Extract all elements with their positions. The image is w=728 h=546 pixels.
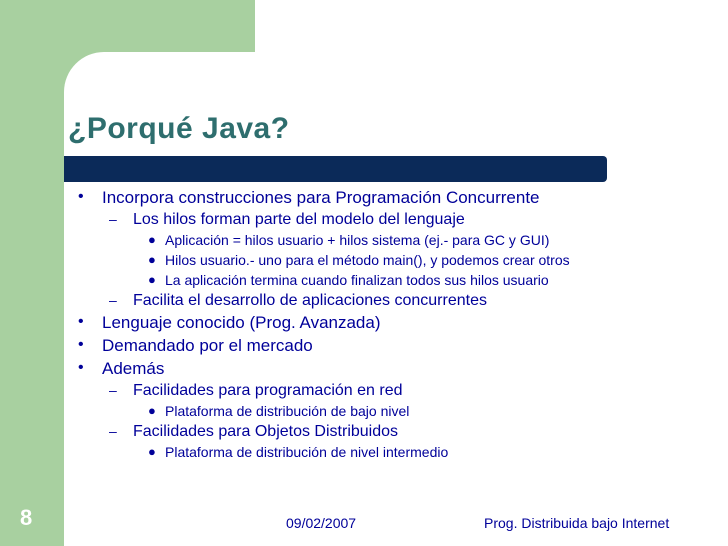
bullet-item	[78, 336, 678, 359]
sub-item	[78, 423, 678, 444]
sub-sub-item	[78, 403, 678, 423]
slide-title: ¿Porqué Java?	[68, 112, 290, 145]
sub-item	[78, 292, 678, 313]
sub-item	[78, 211, 678, 232]
dot-icon: ●	[148, 444, 156, 459]
sub-sub-item-text: Hilos usuario.- uno para el método main(), y podemos crear otros	[165, 252, 570, 268]
bullet-text: Incorpora construcciones para Programación Concurrente	[102, 188, 540, 207]
dash-icon: –	[109, 292, 117, 308]
bullet-item	[78, 313, 678, 336]
footer-title: Prog. Distribuida bajo Internet	[484, 515, 670, 531]
bullet-icon: •	[78, 313, 84, 330]
sub-item-text: Facilidades para Objetos Distribuidos	[133, 423, 399, 440]
sub-sub-item	[78, 272, 678, 292]
footer-date: 09/02/2007	[286, 515, 357, 531]
dot-icon: ●	[148, 232, 156, 247]
sub-item-text: Los hilos forman parte del modelo del lenguaje	[133, 211, 465, 228]
sub-item-text: Facilita el desarrollo de aplicaciones concurrentes	[133, 292, 487, 309]
slide-content	[78, 188, 678, 464]
sub-sub-item	[78, 444, 678, 464]
bullet-item	[78, 359, 678, 382]
bullet-icon: •	[78, 336, 84, 353]
slide-number: 8	[20, 505, 33, 530]
title-divider-bar	[64, 156, 607, 182]
dash-icon: –	[109, 211, 117, 227]
sub-sub-item	[78, 232, 678, 252]
dot-icon: ●	[148, 252, 156, 267]
sub-sub-item-text: Plataforma de distribución de bajo nivel	[165, 403, 410, 419]
sub-sub-item-text: Plataforma de distribución de nivel intermedio	[165, 444, 449, 460]
bullet-text: Además	[102, 359, 165, 378]
dash-icon: –	[109, 382, 117, 398]
sub-item	[78, 382, 678, 403]
sub-sub-item	[78, 252, 678, 272]
dot-icon: ●	[148, 403, 156, 418]
sub-item-text: Facilidades para programación en red	[133, 382, 403, 399]
bullet-icon: •	[78, 359, 84, 376]
bullet-icon: •	[78, 188, 84, 205]
sub-sub-item-text: Aplicación = hilos usuario + hilos sistema (ej.- para GC y GUI)	[165, 232, 550, 248]
bullet-text: Lenguaje conocido (Prog. Avanzada)	[102, 313, 381, 332]
bullet-item	[78, 188, 678, 211]
sub-sub-item-text: La aplicación termina cuando finalizan todos sus hilos usuario	[165, 272, 549, 288]
bullet-text: Demandado por el mercado	[102, 336, 313, 355]
dash-icon: –	[109, 423, 117, 439]
dot-icon: ●	[148, 272, 156, 287]
